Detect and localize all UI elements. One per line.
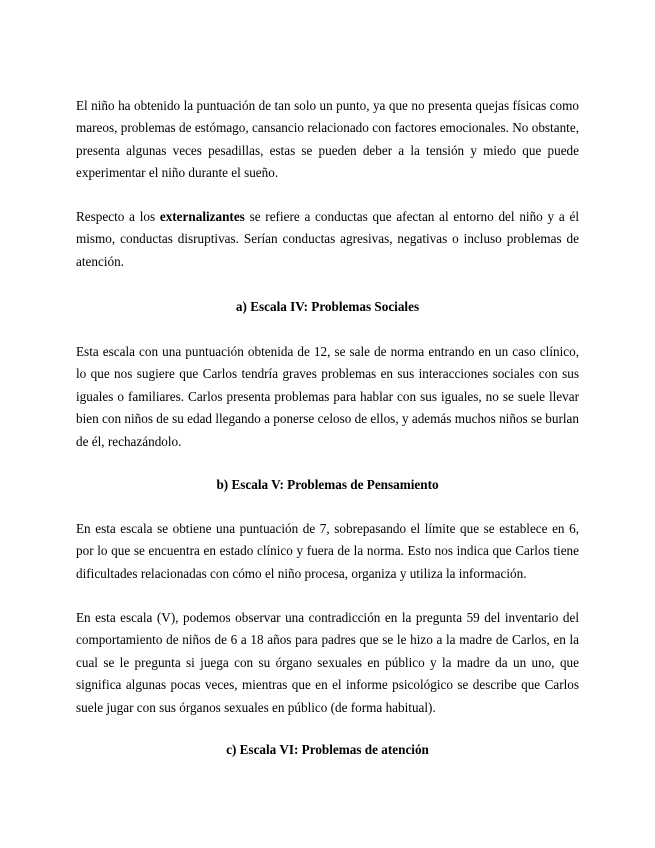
paragraph-thought-problems: En esta escala se obtiene una puntuación de 7, sobrepasando el límite que se establece en 6, por lo que se encuentra en estado clínico y fuera de la norma. Esto nos indica que Carlos tiene dificultades relacionadas con cómo el niño procesa, organiza y utiliza la información. <box>76 521 579 581</box>
paragraph-externalizing-prefix: Respecto a los <box>76 209 160 224</box>
paragraph-externalizing-suffix: se refiere a conductas que afectan al entorno del niño y a él mismo, conductas disruptivas. Serían conductas agresivas, negativas o incluso problemas de atención. <box>76 209 579 269</box>
paragraph-externalizing <box>76 206 579 273</box>
paragraph-social-problems: Esta escala con una puntuación obtenida de 12, se sale de norma entrando en un caso clínico, lo que nos sugiere que Carlos tendría graves problemas en sus interacciones sociales con sus iguales o familiares. Carlos presenta problemas para hablar con sus iguales, no se suele llevar bien con niños de su edad llegando a ponerse celoso de ellos, y además muchos niños se burlan de él, rechazándolo. <box>76 344 579 449</box>
paragraph-contradiction: En esta escala (V), podemos observar una contradicción en la pregunta 59 del inventario del comportamiento de niños de 6 a 18 años para padres que se le hizo a la madre de Carlos, en la cual se le pregunta si juega con su órgano sexuales en público y la madre da un uno, que significa algunas pocas veces, mientras que en el informe psicológico se describe que Carlos suele jugar con sus órganos sexuales en público (de forma habitual). <box>76 610 579 715</box>
paragraph-somatic-complaints: El niño ha obtenido la puntuación de tan solo un punto, ya que no presenta quejas físicas como mareos, problemas de estómago, cansancio relacionado con factores emocionales. No obstante, presenta algunas veces pesadillas, estas se pueden deber a la tensión y miedo que puede experimentar el niño durante el sueño. <box>76 98 579 181</box>
heading-attention-problems: c) Escala VI: Problemas de atención <box>226 742 429 757</box>
heading-thought-problems: b) Escala V: Problemas de Pensamiento <box>216 477 439 492</box>
heading-social-problems: a) Escala IV: Problemas Sociales <box>235 299 420 314</box>
externalizantes-term: externalizantes <box>159 209 245 224</box>
